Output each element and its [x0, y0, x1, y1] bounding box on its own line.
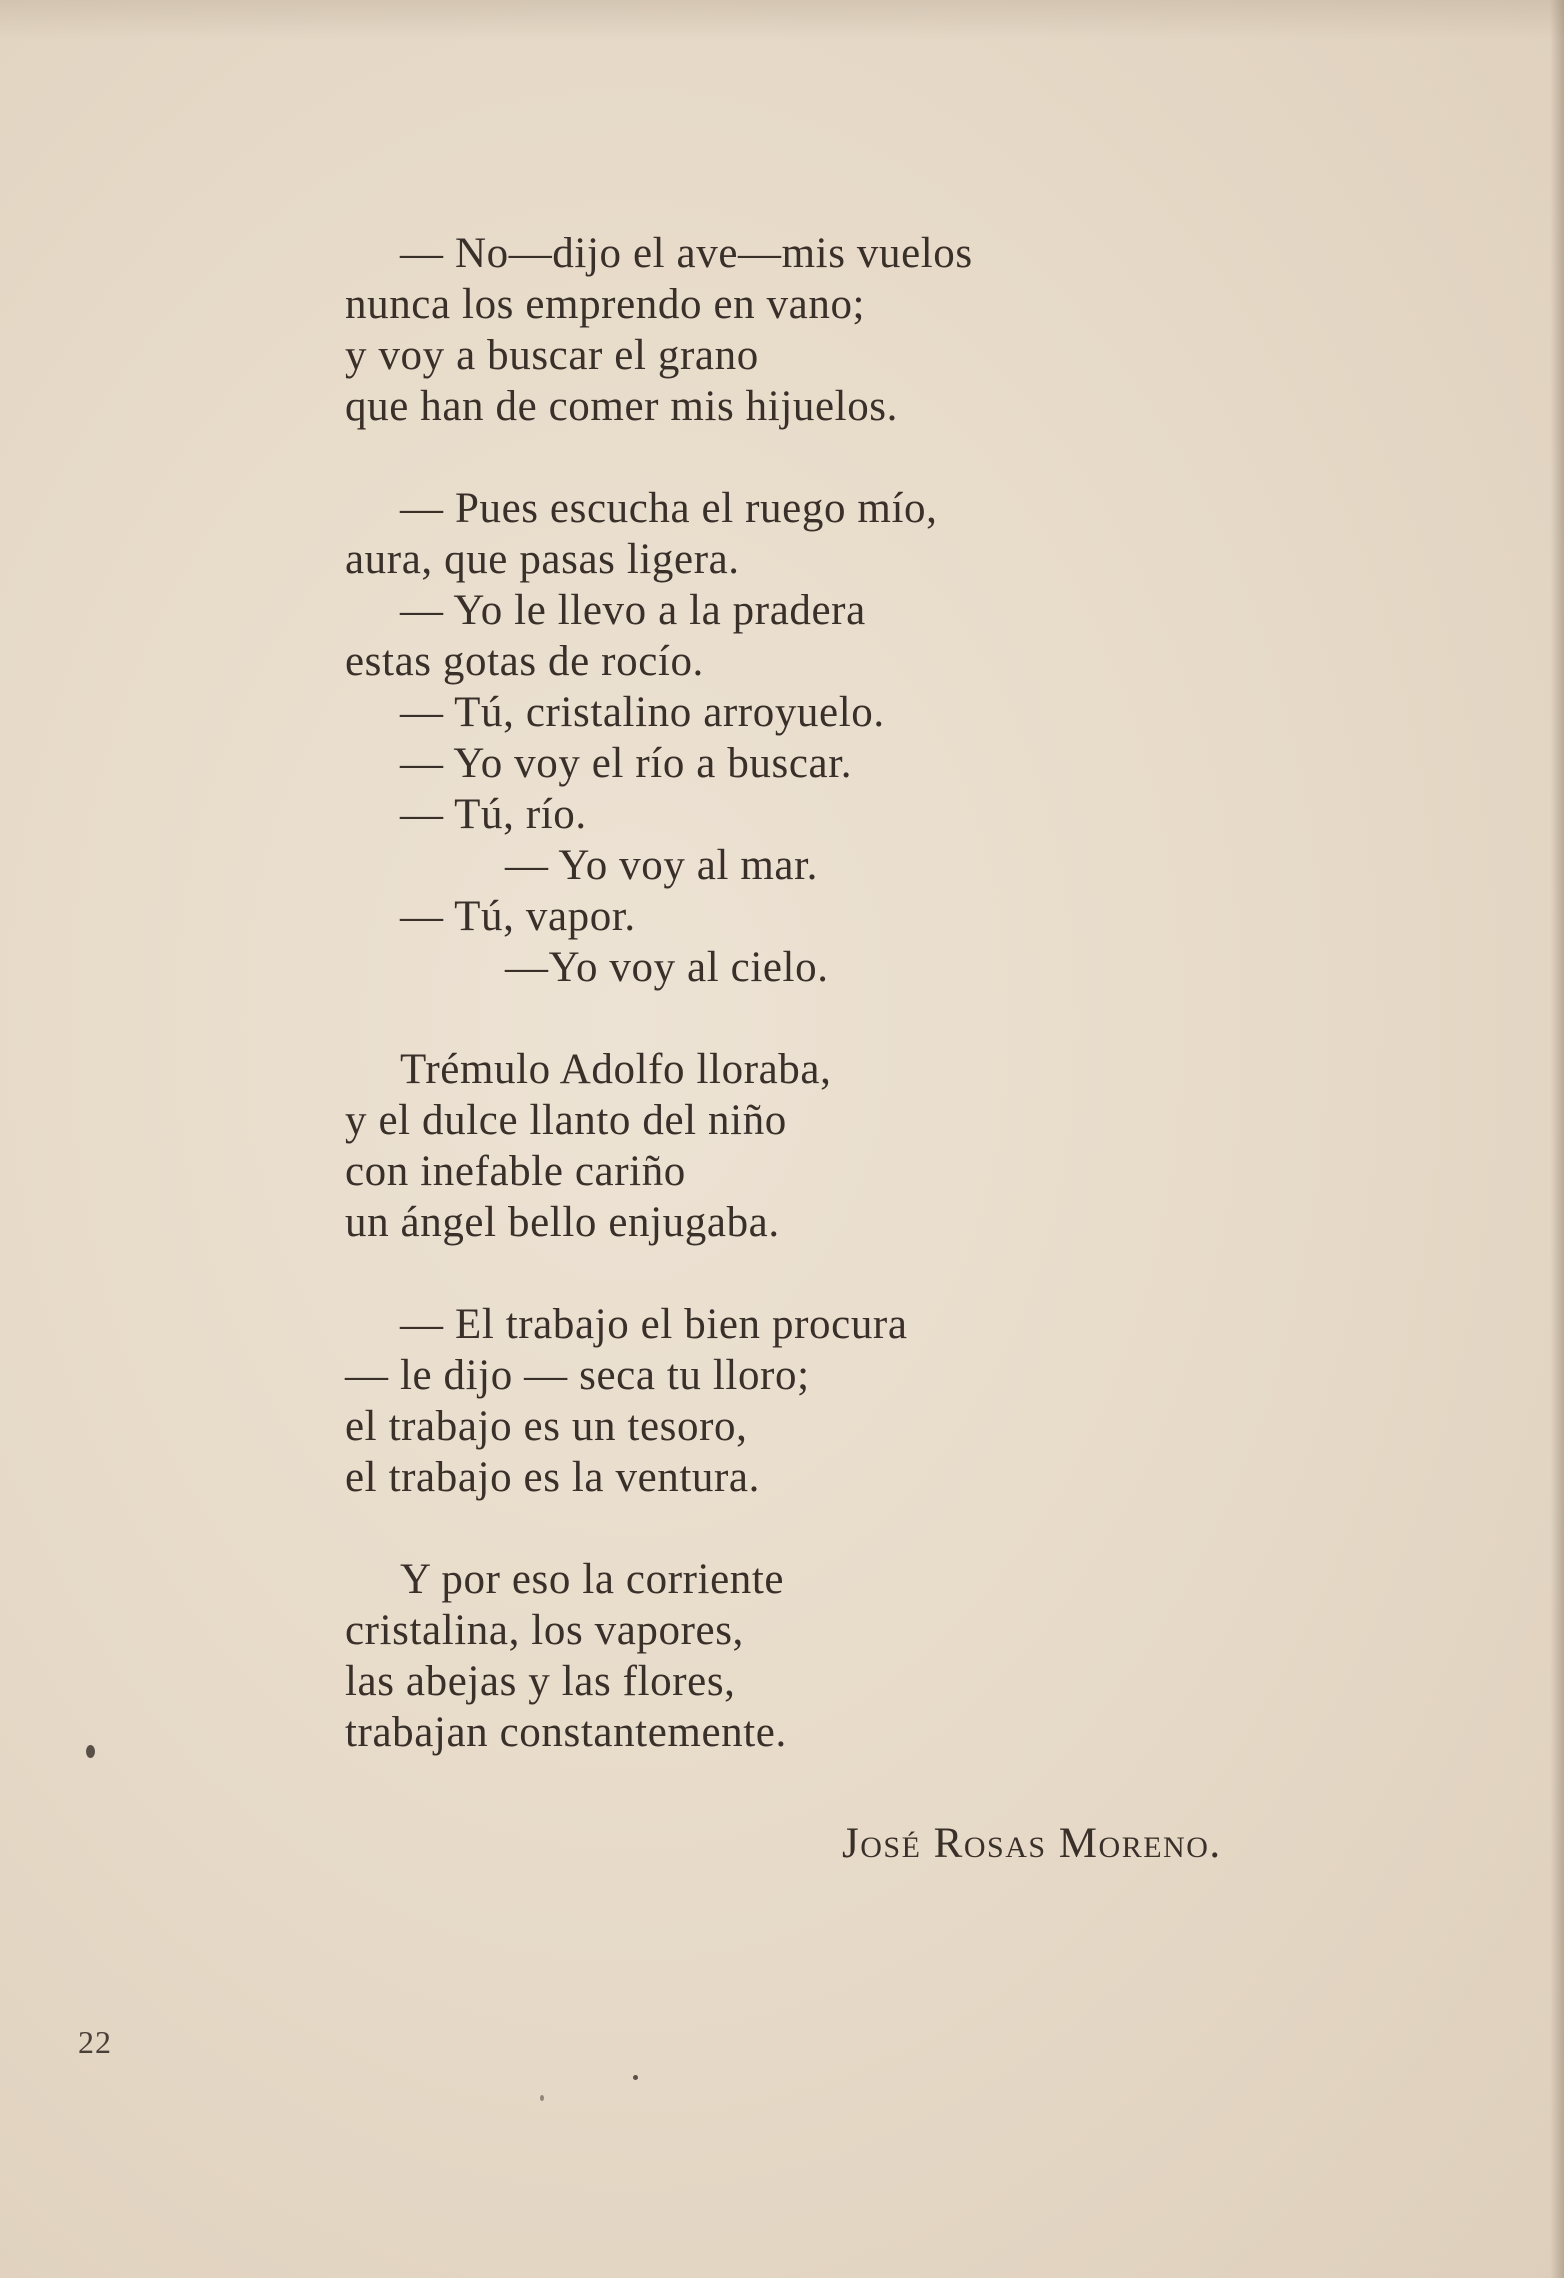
poem-line: — Yo voy el río a buscar. [400, 740, 853, 787]
poem-line: Trémulo Adolfo lloraba, [400, 1046, 832, 1093]
ink-spot [86, 1745, 95, 1758]
poem-line: nunca los emprendo en vano; [345, 281, 866, 328]
poem-line: un ángel bello enjugaba. [345, 1199, 780, 1246]
poem-line: Y por eso la corriente [400, 1556, 785, 1603]
page-top-shadow [0, 0, 1564, 40]
poem-line: —Yo voy al cielo. [505, 944, 829, 991]
stanza-3 [345, 1044, 1345, 1248]
poem-line: — Yo voy al mar. [505, 842, 819, 889]
author-signature: José Rosas Moreno. [842, 1820, 1222, 1867]
poem-line: que han de comer mis hijuelos. [345, 383, 898, 430]
poem-line: — Pues escucha el ruego mío, [400, 485, 938, 532]
poem-line: — El trabajo el bien procura [400, 1301, 908, 1348]
poem-line: las abejas y las flores, [345, 1658, 736, 1705]
poem-line: cristalina, los vapores, [345, 1607, 744, 1654]
poem-line: con inefable cariño [345, 1148, 686, 1195]
poem-line: — Tú, vapor. [400, 893, 636, 940]
poem-line: y voy a buscar el grano [345, 332, 759, 379]
poem-line: — Yo le llevo a la pradera [400, 587, 866, 634]
poem-line: — le dijo — seca tu lloro; [345, 1352, 810, 1399]
stanza-1 [345, 228, 1345, 432]
poem-line: — Tú, río. [400, 791, 587, 838]
poem-line: — No—dijo el ave—mis vuelos [400, 230, 973, 277]
stanza-5 [345, 1554, 1345, 1758]
ink-spot [540, 2095, 544, 2101]
poem-line: aura, que pasas ligera. [345, 536, 740, 583]
poem-line: y el dulce llanto del niño [345, 1097, 787, 1144]
ink-spot [633, 2075, 638, 2080]
stanza-2 [345, 483, 1345, 993]
poem-line: el trabajo es la ventura. [345, 1454, 760, 1501]
poem-line: el trabajo es un tesoro, [345, 1403, 748, 1450]
poem-line: estas gotas de rocío. [345, 638, 704, 685]
stanza-4 [345, 1299, 1345, 1503]
poem-line: trabajan constantemente. [345, 1709, 787, 1756]
poem [345, 228, 1345, 1809]
page-number: 22 [78, 2024, 112, 2060]
page-edge-shadow [1550, 0, 1564, 2278]
poem-line: — Tú, cristalino arroyuelo. [400, 689, 885, 736]
